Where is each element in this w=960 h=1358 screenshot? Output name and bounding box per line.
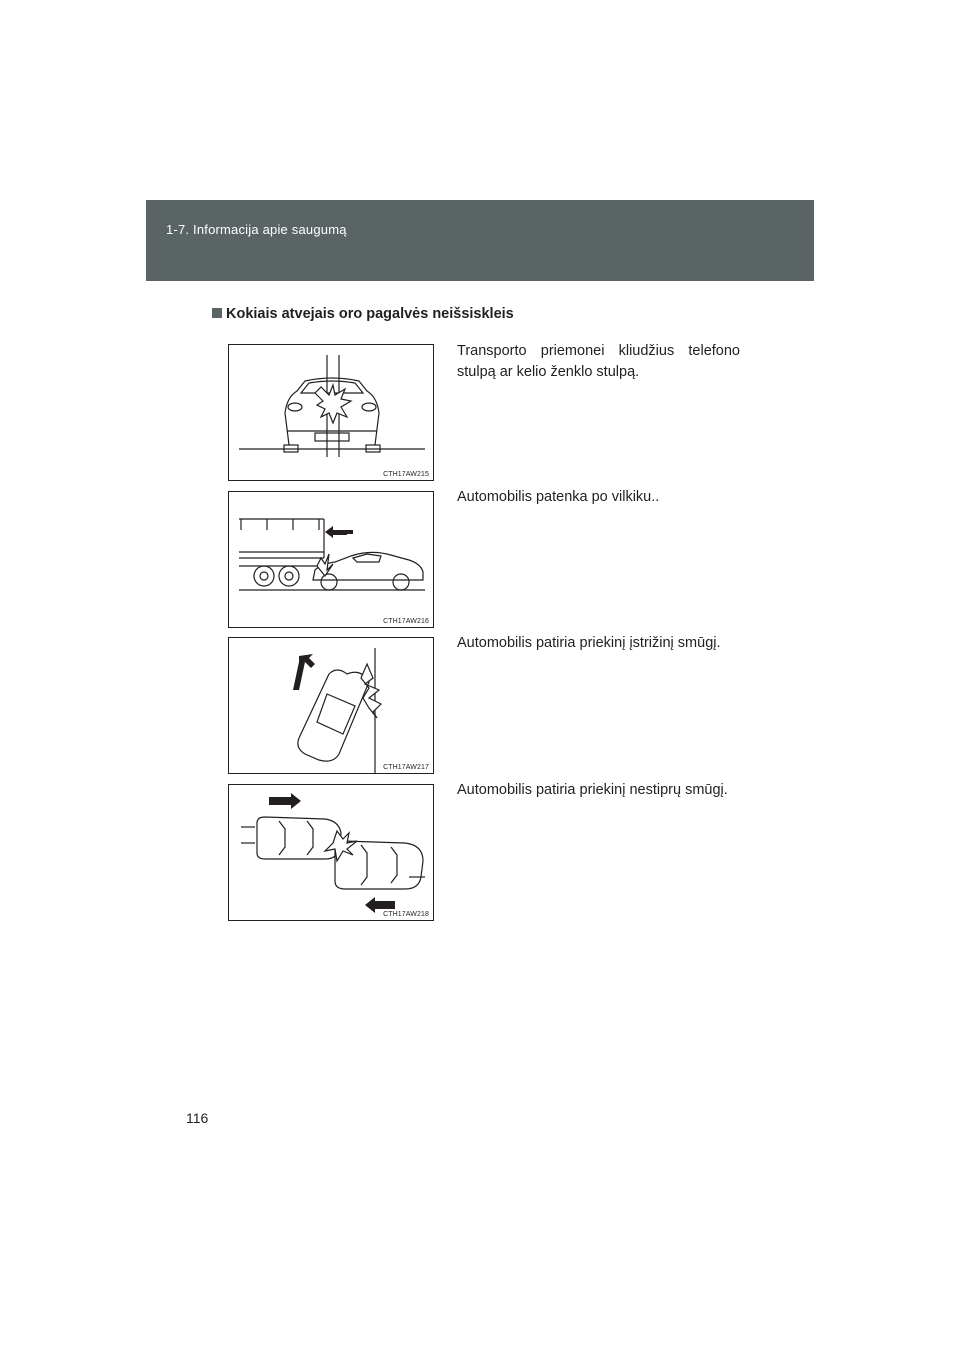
oblique-impact-illustration [229,638,435,775]
light-impact-illustration [229,785,435,922]
section-heading-text: Kokiais atvejais oro pagalvės neišsiskleis [226,306,514,322]
section-heading [212,306,514,322]
heading-square-marker-icon [212,308,222,318]
section-title: 1-7. Informacija apie saugumą [166,222,347,237]
page-number: 116 [186,1110,209,1126]
item-description: Transporto priemonei kliudžius telefono stulpą ar kelio ženklo stulpą. [457,343,740,380]
item-description: Automobilis patiria priekinį įstrižinį smūgį. [457,635,721,651]
figure-code: CTH17AW216 [383,618,429,625]
figure-pole-collision [228,344,434,481]
figure-under-truck [228,491,434,628]
figure-code: CTH17AW215 [383,471,429,478]
header-band [146,200,814,281]
figure-code: CTH17AW218 [383,911,429,918]
figure-oblique-impact [228,637,434,774]
item-description: Automobilis patenka po vilkiku.. [457,489,660,505]
figure-light-impact [228,784,434,921]
under-truck-illustration [229,492,435,629]
item-description: Automobilis patiria priekinį nestiprų smūgį. [457,782,728,798]
pole-collision-illustration [229,345,435,482]
figure-code: CTH17AW217 [383,764,429,771]
